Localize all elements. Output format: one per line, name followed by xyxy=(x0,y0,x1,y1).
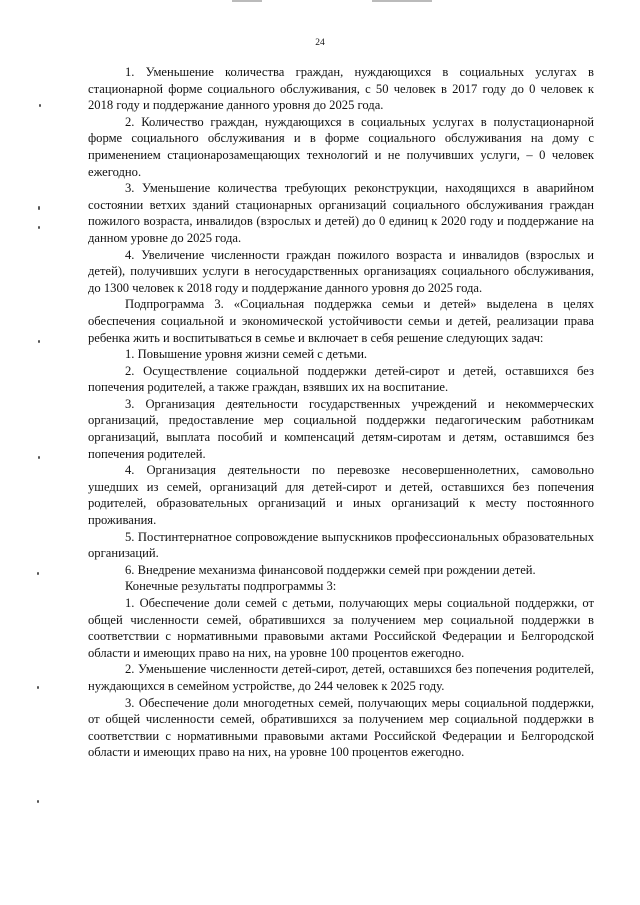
scan-artifact xyxy=(372,0,432,2)
page-number: 24 xyxy=(315,38,325,48)
paragraph: 3. Организация деятельности государственных учреждений и некоммерческих организаций, предоставление мер социальной поддержки педагогическим работникам организаций, выплата пособий и компенсаций детям-сиротам и детям, оставшимся без попечения родителей. xyxy=(88,396,594,461)
scan-artifact xyxy=(38,456,40,459)
paragraph: Конечные результаты подпрограммы 3: xyxy=(125,579,337,594)
paragraph: 1. Повышение уровня жизни семей с детьми. xyxy=(125,347,368,362)
paragraph: 1. Уменьшение количества граждан, нуждающихся в социальных услугах в стационарной форме социального обслуживания, с 50 человек в 2017 году до 0 человек к 2018 году и поддержание данного уровня до 2025 года. xyxy=(88,65,594,113)
paragraph: 4. Увеличение численности граждан пожилого возраста и инвалидов (взрослых и детей), получивших услуги в негосударственных организациях социального обслуживания, до 1300 человек к 2018 году и поддержание данного уровня до 2025 года. xyxy=(88,247,594,295)
scan-artifact xyxy=(37,800,39,803)
scan-artifact xyxy=(38,206,40,210)
paragraph: 2. Уменьшение численности детей-сирот, детей, оставшихся без попечения родителей, нуждающихся в семейном устройстве, до 244 человек к 2025 году. xyxy=(88,662,594,693)
paragraph: 6. Внедрение механизма финансовой поддержки семей при рождении детей. xyxy=(125,562,536,577)
paragraph: 3. Уменьшение количества требующих реконструкции, находящихся в аварийном состоянии ветхих зданий стационарных организаций социального обслуживания граждан пожилого возраста, инвалидов (взрослых и детей) до 0 единиц к 2020 году и поддержание на данном уровне до 2025 года. xyxy=(88,181,594,245)
document-body xyxy=(88,64,594,761)
paragraph: 1. Обеспечение доли семей с детьми, получающих меры социальной поддержки, от общей численности семей, обратившихся за получением мер социальной поддержки в соответствии с нормативными правовыми актами Российской Федерации и Белгородской области и имеющих право на них, на уровне 100 процентов ежегодно. xyxy=(88,596,594,660)
scan-artifact xyxy=(39,104,41,107)
paragraph: 2. Осуществление социальной поддержки детей-сирот и детей, оставшихся без попечения родителей, а также граждан, взявших их на воспитание. xyxy=(88,363,594,395)
paragraph: 3. Обеспечение доли многодетных семей, получающих меры социальной поддержки, от общей численности семей, обратившихся за получением мер социальной поддержки в соответствии с нормативными правовыми актами Российской Федерации и Белгородской области и имеющих право на них, на уровне 100 процентов ежегодно. xyxy=(88,695,594,760)
paragraph: 4. Организация деятельности по перевозке несовершеннолетних, самовольно ушедших из семей, организаций для детей-сирот и детей, оставшихся без попечения родителей, образовательных организаций и иных организаций к месту постоянного проживания. xyxy=(88,463,594,528)
scan-artifact xyxy=(232,0,262,2)
scan-artifact xyxy=(37,572,39,575)
paragraph: Подпрограмма 3. «Социальная поддержка семьи и детей» выделена в целях обеспечения социальной и экономической устойчивости семьи и детей, реализации права ребенка жить и воспитываться в семье и включает в себя решение следующих задач: xyxy=(88,297,594,345)
paragraph: 5. Постинтернатное сопровождение выпускников профессиональных образовательных организаций. xyxy=(88,529,594,561)
scan-artifact xyxy=(38,226,40,229)
paragraph: 2. Количество граждан, нуждающихся в социальных услугах в полустационарной форме социального обслуживания и в форме социального обслуживания на дому с применением стационарозамещающих технологий и не получивших услуги, – 0 человек ежегодно. xyxy=(88,114,594,179)
scan-artifact xyxy=(38,340,40,343)
scan-artifact xyxy=(37,686,39,689)
